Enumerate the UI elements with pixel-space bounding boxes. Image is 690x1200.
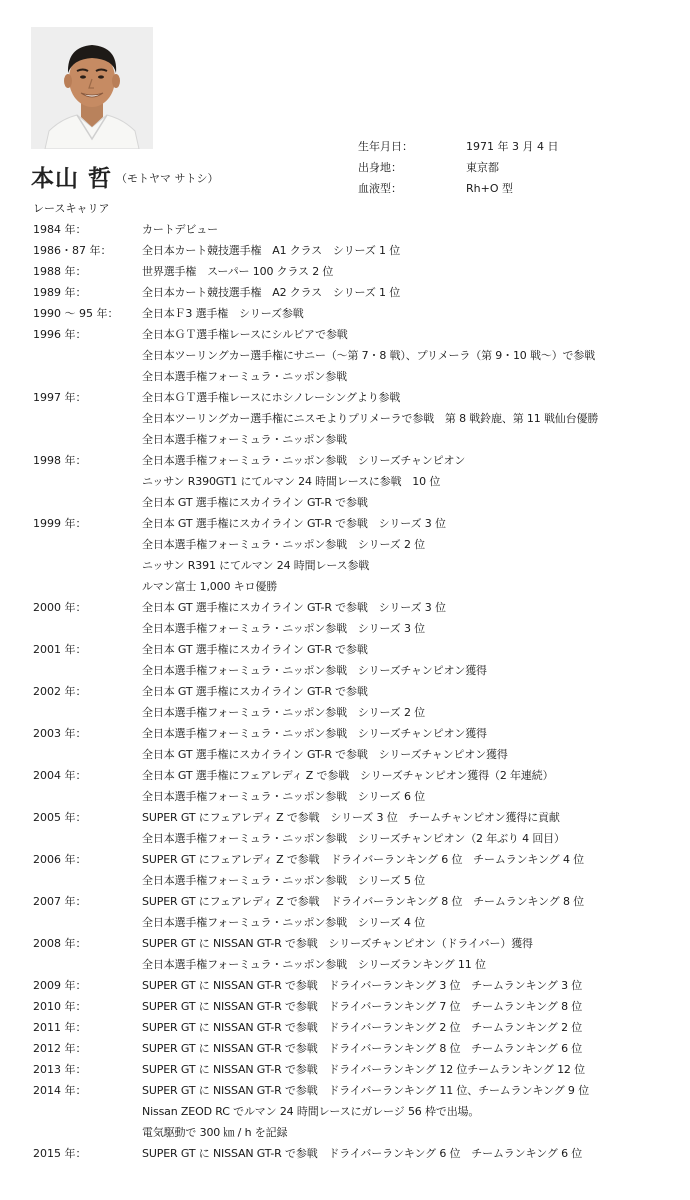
career-details (142, 765, 553, 807)
profile-row-blood-type (358, 178, 558, 199)
career-year: 1998 年： (33, 454, 87, 467)
career-details (142, 723, 508, 765)
career-details (142, 219, 218, 240)
person-name-kana: （モトヤマ サトシ） (116, 172, 219, 185)
career-entry (33, 681, 673, 723)
career-details (142, 240, 400, 261)
career-details (142, 303, 304, 324)
career-detail-line: 全日本選手権フォーミュラ・ニッポン参戦 シリーズランキング 11 位 (142, 958, 486, 971)
career-year: 1996 年： (33, 328, 87, 341)
career-detail-line: SUPER GT に NISSAN GT-R で参戦 ドライバーランキング 3 位 チームランキング 3 位 (142, 979, 583, 992)
career-year: 2000 年： (33, 601, 87, 614)
career-detail-line: SUPER GT に NISSAN GT-R で参戦 ドライバーランキング 6 位 チームランキング 6 位 (142, 1147, 583, 1160)
career-detail-line: ルマン富士 1,000 キロ優勝 (142, 580, 278, 593)
career-entry (33, 975, 673, 996)
career-year: 2015 年： (33, 1147, 87, 1160)
career-entry (33, 1143, 673, 1164)
profile-row-birthplace (358, 157, 558, 178)
career-details (142, 807, 565, 849)
career-year: 1984 年： (33, 223, 87, 236)
profile-label: 血液型： (358, 182, 402, 195)
career-year: 2003 年： (33, 727, 87, 740)
career-entry (33, 765, 673, 807)
career-year: 2006 年： (33, 853, 87, 866)
career-detail-line: SUPER GT に NISSAN GT-R で参戦 ドライバーランキング 11 位、チームランキング 9 位 (142, 1084, 589, 1097)
career-detail-line: 全日本ＧＴ選手権レースにシルビアで参戦 (142, 328, 348, 341)
career-detail-line: 全日本選手権フォーミュラ・ニッポン参戦 シリーズ 2 位 (142, 706, 426, 719)
career-detail-line: 全日本選手権フォーミュラ・ニッポン参戦 シリーズ 3 位 (142, 622, 426, 635)
person-name: 本山 哲 (31, 166, 113, 192)
career-year: 2002 年： (33, 685, 87, 698)
career-detail-line: 全日本選手権フォーミュラ・ニッポン参戦 シリーズチャンピオン（2 年ぶり 4 回目） (142, 832, 565, 845)
career-detail-line: SUPER GT にフェアレディ Z で参戦 ドライバーランキング 6 位 チームランキング 4 位 (142, 853, 585, 866)
career-detail-line: 全日本選手権フォーミュラ・ニッポン参戦 シリーズ 4 位 (142, 916, 426, 929)
career-detail-line: 全日本 GT 選手権にフェアレディ Z で参戦 シリーズチャンピオン獲得（2 年連続） (142, 769, 554, 782)
career-details (142, 1017, 582, 1038)
career-details (142, 891, 584, 933)
career-detail-line: SUPER GT に NISSAN GT-R で参戦 シリーズチャンピオン（ドライバー）獲得 (142, 937, 533, 950)
career-detail-line: 電気駆動で 300 ㎞ / h を記録 (142, 1126, 288, 1139)
career-detail-line: カートデビュー (142, 223, 218, 236)
career-detail-line: 全日本選手権フォーミュラ・ニッポン参戦 シリーズ 6 位 (142, 790, 426, 803)
career-entry (33, 933, 673, 975)
career-detail-line: 全日本選手権フォーミュラ・ニッポン参戦 シリーズ 2 位 (142, 538, 426, 551)
career-detail-line: 全日本選手権フォーミュラ・ニッポン参戦 シリーズチャンピオン獲得 (142, 664, 487, 677)
career-year: 2005 年： (33, 811, 87, 824)
career-detail-line: SUPER GT に NISSAN GT-R で参戦 ドライバーランキング 8 位 チームランキング 6 位 (142, 1042, 583, 1055)
career-details (142, 933, 533, 975)
career-entry (33, 387, 673, 450)
profile-value: 1971 年 3 月 4 日 (466, 140, 559, 153)
career-details (142, 1080, 589, 1143)
career-details (142, 975, 582, 996)
career-details (142, 513, 446, 597)
career-details (142, 450, 465, 513)
career-detail-line: 全日本選手権フォーミュラ・ニッポン参戦 シリーズチャンピオン (142, 454, 466, 467)
career-detail-line: ニッサン R391 にてルマン 24 時間レース参戦 (142, 559, 370, 572)
profile-value: Rh+O 型 (466, 182, 513, 195)
career-year: 2014 年： (33, 1084, 87, 1097)
career-entry (33, 303, 673, 324)
career-details (142, 996, 582, 1017)
career-detail-line: ニッサン R390GT1 にてルマン 24 時間レースに参戦 10 位 (142, 475, 441, 488)
career-year: 2013 年： (33, 1063, 87, 1076)
portrait-photo (31, 27, 153, 149)
career-year: 2007 年： (33, 895, 87, 908)
career-detail-line: 世界選手権 スーパー 100 クラス 2 位 (142, 265, 334, 278)
career-year: 1990 〜 95 年： (33, 307, 119, 320)
career-year: 2008 年： (33, 937, 87, 950)
career-entry (33, 723, 673, 765)
career-entry (33, 807, 673, 849)
career-detail-line: 全日本選手権フォーミュラ・ニッポン参戦 (142, 370, 347, 383)
career-detail-line: 全日本 GT 選手権にスカイライン GT-R で参戦 (142, 685, 368, 698)
career-detail-line: 全日本ＧＴ選手権レースにホシノレーシングより参戦 (142, 391, 401, 404)
career-year: 2011 年： (33, 1021, 87, 1034)
career-detail-line: 全日本 GT 選手権にスカイライン GT-R で参戦 シリーズチャンピオン獲得 (142, 748, 508, 761)
career-year: 2010 年： (33, 1000, 87, 1013)
career-year: 1986・87 年： (33, 244, 112, 257)
career-entry (33, 1059, 673, 1080)
profile-label: 出身地： (358, 161, 402, 174)
career-entry (33, 450, 673, 513)
career-entry (33, 849, 673, 891)
career-year: 1997 年： (33, 391, 87, 404)
profile-row-birthday (358, 136, 558, 157)
career-year: 1989 年： (33, 286, 87, 299)
career-entry (33, 597, 673, 639)
career-year: 1988 年： (33, 265, 87, 278)
career-detail-line: 全日本選手権フォーミュラ・ニッポン参戦 (142, 433, 347, 446)
career-detail-line: 全日本選手権フォーミュラ・ニッポン参戦 シリーズチャンピオン獲得 (142, 727, 487, 740)
profile-value: 東京都 (466, 161, 499, 174)
career-details (142, 681, 425, 723)
career-year: 1999 年： (33, 517, 87, 530)
career-entry (33, 996, 673, 1017)
career-year: 2001 年： (33, 643, 87, 656)
career-details (142, 1143, 582, 1164)
career-detail-line: 全日本選手権フォーミュラ・ニッポン参戦 シリーズ 5 位 (142, 874, 426, 887)
career-detail-line: 全日本 GT 選手権にスカイライン GT-R で参戦 シリーズ 3 位 (142, 517, 446, 530)
career-details (142, 261, 333, 282)
career-entry (33, 261, 673, 282)
career-detail-line: 全日本ツーリングカー選手権にサニー（〜第 7・8 戦）、プリメーラ（第 9・10 戦〜）で参戦 (142, 349, 596, 362)
profile-label: 生年月日： (358, 140, 413, 153)
career-details (142, 1059, 585, 1080)
career-entry (33, 1080, 673, 1143)
career-detail-line: SUPER GT にフェアレディ Z で参戦 シリーズ 3 位 チームチャンピオン獲得に貢献 (142, 811, 560, 824)
career-details (142, 282, 400, 303)
career-list (33, 219, 673, 1164)
career-entry (33, 1017, 673, 1038)
career-detail-line: SUPER GT に NISSAN GT-R で参戦 ドライバーランキング 12 位チームランキング 12 位 (142, 1063, 585, 1076)
career-details (142, 597, 446, 639)
career-year: 2004 年： (33, 769, 87, 782)
name-block (31, 160, 219, 193)
career-detail-line: 全日本ツーリングカー選手権にニスモよりプリメーラで参戦 第 8 戦鈴鹿、第 11 戦仙台優勝 (142, 412, 599, 425)
career-detail-line: 全日本 GT 選手権にスカイライン GT-R で参戦 シリーズ 3 位 (142, 601, 446, 614)
career-detail-line: 全日本カート競技選手権 A2 クラス シリーズ 1 位 (142, 286, 401, 299)
career-entry (33, 891, 673, 933)
career-entry (33, 282, 673, 303)
career-details (142, 849, 584, 891)
career-detail-line: 全日本Ｆ3 選手権 シリーズ参戦 (142, 307, 304, 320)
career-details (142, 639, 487, 681)
career-detail-line: SUPER GT に NISSAN GT-R で参戦 ドライバーランキング 2 位 チームランキング 2 位 (142, 1021, 583, 1034)
career-year: 2009 年： (33, 979, 87, 992)
career-detail-line: Nissan ZEOD RC でルマン 24 時間レースにガレージ 56 枠で出場。 (142, 1105, 480, 1118)
career-entry (33, 219, 673, 240)
career-details (142, 324, 595, 387)
career-heading: レースキャリア (33, 202, 110, 215)
career-detail-line: SUPER GT に NISSAN GT-R で参戦 ドライバーランキング 7 位 チームランキング 8 位 (142, 1000, 583, 1013)
career-detail-line: SUPER GT にフェアレディ Z で参戦 ドライバーランキング 8 位 チームランキング 8 位 (142, 895, 585, 908)
career-entry (33, 513, 673, 597)
career-entry (33, 324, 673, 387)
career-detail-line: 全日本 GT 選手権にスカイライン GT-R で参戦 (142, 643, 368, 656)
career-entry (33, 1038, 673, 1059)
career-detail-line: 全日本 GT 選手権にスカイライン GT-R で参戦 (142, 496, 368, 509)
profile-info (358, 136, 558, 199)
career-entry (33, 639, 673, 681)
career-entry (33, 240, 673, 261)
career-detail-line: 全日本カート競技選手権 A1 クラス シリーズ 1 位 (142, 244, 401, 257)
portrait-illustration (31, 27, 153, 149)
career-year: 2012 年： (33, 1042, 87, 1055)
career-details (142, 1038, 582, 1059)
career-details (142, 387, 598, 450)
